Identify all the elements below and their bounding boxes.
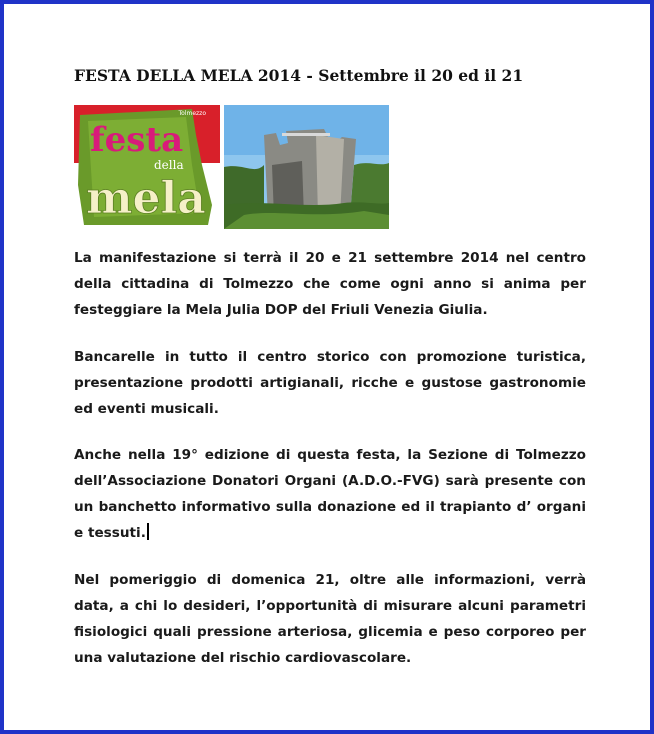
logo-word-festa: festa <box>90 120 184 160</box>
paragraph-1: La manifestazione si terrà il 20 e 21 settembre 2014 nel centro della cittadina di Tolmezzo che come ogni anno si anima per festeggiare la Mela Julia DOP del Friuli Venezia Giulia. <box>74 250 586 318</box>
logo-word-della: della <box>154 158 184 172</box>
festa-della-mela-logo <box>74 105 220 229</box>
text-cursor <box>147 523 149 540</box>
logo-town-text: Tolmezzo <box>178 110 206 117</box>
paragraph-3-text: Anche nella 19° edizione di questa festa, la Sezione di Tolmezzo dell’Associazione Donatori Organi (A.D.O.-FVG) sarà presente con un banchetto informativo sulla donazione ed il trapianto d’ organi e tessuti. <box>74 447 586 541</box>
page-title: FESTA DELLA MELA 2014 - Settembre il 20 ed il 21 <box>74 66 524 85</box>
paragraph-4: Nel pomeriggio di domenica 21, oltre alle informazioni, verrà data, a chi lo desideri, l’opportunità di misurare alcuni parametri fisiologici quali pressione arteriosa, glicemia e peso corporeo per una valutazione del rischio cardiovascolare. <box>74 572 586 666</box>
tower-photo <box>224 105 389 229</box>
paragraph-3 <box>74 442 586 546</box>
paragraph-2: Bancarelle in tutto il centro storico con promozione turistica, presentazione prodotti artigianali, ricche e gustose gastronomie ed eventi musicali. <box>74 349 586 417</box>
logo-word-mela: mela <box>86 173 206 224</box>
